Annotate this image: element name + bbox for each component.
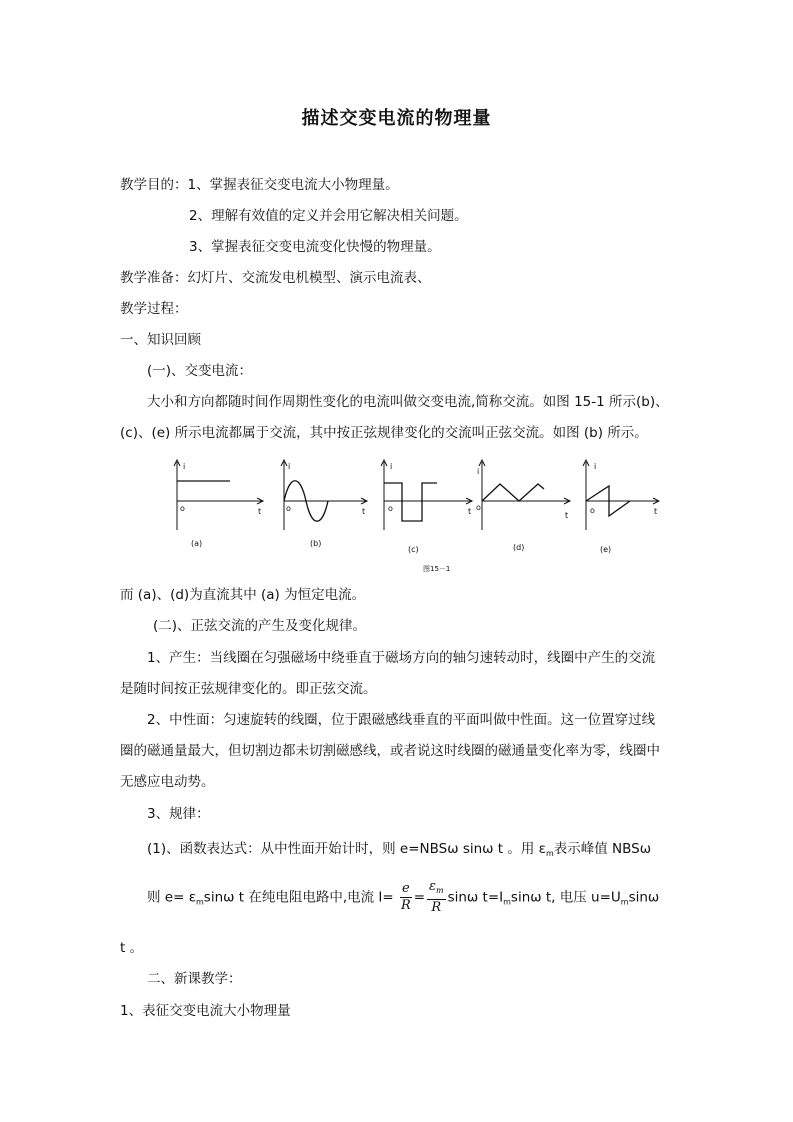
formula-continuation: t 。 xyxy=(120,940,144,956)
objectives-label: 教学目的： xyxy=(120,177,188,193)
function-expression-part-2: 表示峰值 NBSω xyxy=(553,841,652,857)
fig-label-c: (c) xyxy=(408,545,419,554)
fraction-2-denominator: R xyxy=(431,900,442,915)
ac-paragraph-line-2: (c)、(e) 所示电流都属于交流，其中按正弦规律变化的交流叫正弦交流。如图 (b) 所示。 xyxy=(120,425,648,441)
sine-heading: (二)、正弦交流的产生及变化规律。 xyxy=(153,618,367,634)
formula-part-3: sinω t=I xyxy=(447,889,504,906)
fraction-2-numerator xyxy=(427,879,446,900)
formula-part-1: 则 e= ε xyxy=(147,889,196,906)
formula-part-5: sinω xyxy=(628,889,660,906)
generation-line-1: 1、产生：当线圈在匀强磁场中绕垂直于磁场方向的轴匀速转动时，线圈中产生的交流 xyxy=(147,650,656,666)
fig-e-o-label: o xyxy=(590,506,595,515)
new-lesson-heading: 二、新课教学： xyxy=(147,971,242,987)
fig-d-t-label: t xyxy=(565,511,569,520)
generation-line-2: 是随时间按正弦规律变化的。即正弦交流。 xyxy=(120,681,377,697)
figure-caption: 图15－1 xyxy=(423,565,451,573)
fig-label-b: (b) xyxy=(310,539,322,548)
fig-e-t-label: t xyxy=(654,507,658,516)
ac-paragraph-line-1: 大小和方向都随时间作周期性变化的电流叫做交变电流,简称交流。如图 15-1 所示(b)、 xyxy=(147,394,669,410)
fig-c-t-label: t xyxy=(468,507,472,516)
formula-sub-m-1: m xyxy=(196,897,204,907)
formula-part-2: sinω t 在纯电阻电路中,电流 I= xyxy=(203,889,394,906)
objective-item-3: 3、掌握表征交变电流变化快慢的物理量。 xyxy=(189,239,441,255)
objectives-line-1 xyxy=(120,176,399,194)
fig-a-i-label: i xyxy=(183,462,186,471)
fig-d-o-label: o xyxy=(476,503,481,512)
formula-equals: = xyxy=(413,889,426,906)
formula-line xyxy=(147,879,659,921)
objective-item-1: 1、掌握表征交变电流大小物理量。 xyxy=(187,177,399,193)
fig-a-t-label: t xyxy=(258,507,262,516)
fig-c-o-label: o xyxy=(388,504,393,513)
fig-a-o-label: o xyxy=(180,504,185,513)
fig-b-i-label: i xyxy=(288,462,291,471)
law-heading: 3、规律： xyxy=(147,806,210,822)
item-1-heading: 1、表征交变电流大小物理量 xyxy=(120,1003,291,1019)
fig-b-t-label: t xyxy=(362,507,366,516)
fraction-e-over-r xyxy=(400,881,412,914)
page-title: 描述交变电流的物理量 xyxy=(301,108,492,129)
teaching-prep: 教学准备：幻灯片、交流发电机模型、演示电流表、 xyxy=(120,270,431,286)
neutral-plane-line-1: 2、中性面：匀速旋转的线圈，位于跟磁感线垂直的平面叫做中性面。这一位置穿过线 xyxy=(147,712,656,728)
fig-label-d: (d) xyxy=(513,543,525,552)
fig-c-i-label: i xyxy=(390,462,393,471)
fraction-1-denominator: R xyxy=(400,898,411,913)
formula-sub-m-3: m xyxy=(620,897,629,907)
formula-part-4: sinω t, 电压 u=U xyxy=(510,889,621,906)
fraction-2-sub-m: m xyxy=(436,886,444,895)
fraction-1-numerator: e xyxy=(402,881,410,896)
fraction-2-epsilon: ε xyxy=(429,879,436,894)
fig-d-i-label: i xyxy=(477,467,480,476)
neutral-plane-line-3: 无感应电动势。 xyxy=(120,774,215,790)
fig-label-a: (a) xyxy=(191,539,203,548)
objective-item-2: 2、理解有效值的定义并会用它解决相关问题。 xyxy=(189,208,468,224)
function-expression-line xyxy=(147,840,651,863)
teaching-process: 教学过程： xyxy=(120,301,188,317)
fig-b-o-label: o xyxy=(286,504,291,513)
ac-heading: (一)、交变电流： xyxy=(147,363,253,379)
epsilon-subscript-m: m xyxy=(545,849,554,858)
formula-sub-m-2: m xyxy=(503,897,511,907)
dc-line: 而 (a)、(d)为直流其中 (a) 为恒定电流。 xyxy=(120,587,366,603)
section-review: 一、知识回顾 xyxy=(120,332,201,348)
fraction-em-over-r xyxy=(427,879,446,916)
fig-label-e: (e) xyxy=(600,545,612,554)
figure-15-1 xyxy=(160,456,660,578)
function-expression-part-1: (1)、函数表达式：从中性面开始计时，则 e=NBSω sinω t 。用 ε xyxy=(147,841,546,857)
neutral-plane-line-2: 圈的磁通量最大，但切割边都未切割磁感线，或者说这时线圈的磁通量变化率为零，线圈中 xyxy=(120,743,660,759)
fig-e-i-label: i xyxy=(594,462,597,471)
